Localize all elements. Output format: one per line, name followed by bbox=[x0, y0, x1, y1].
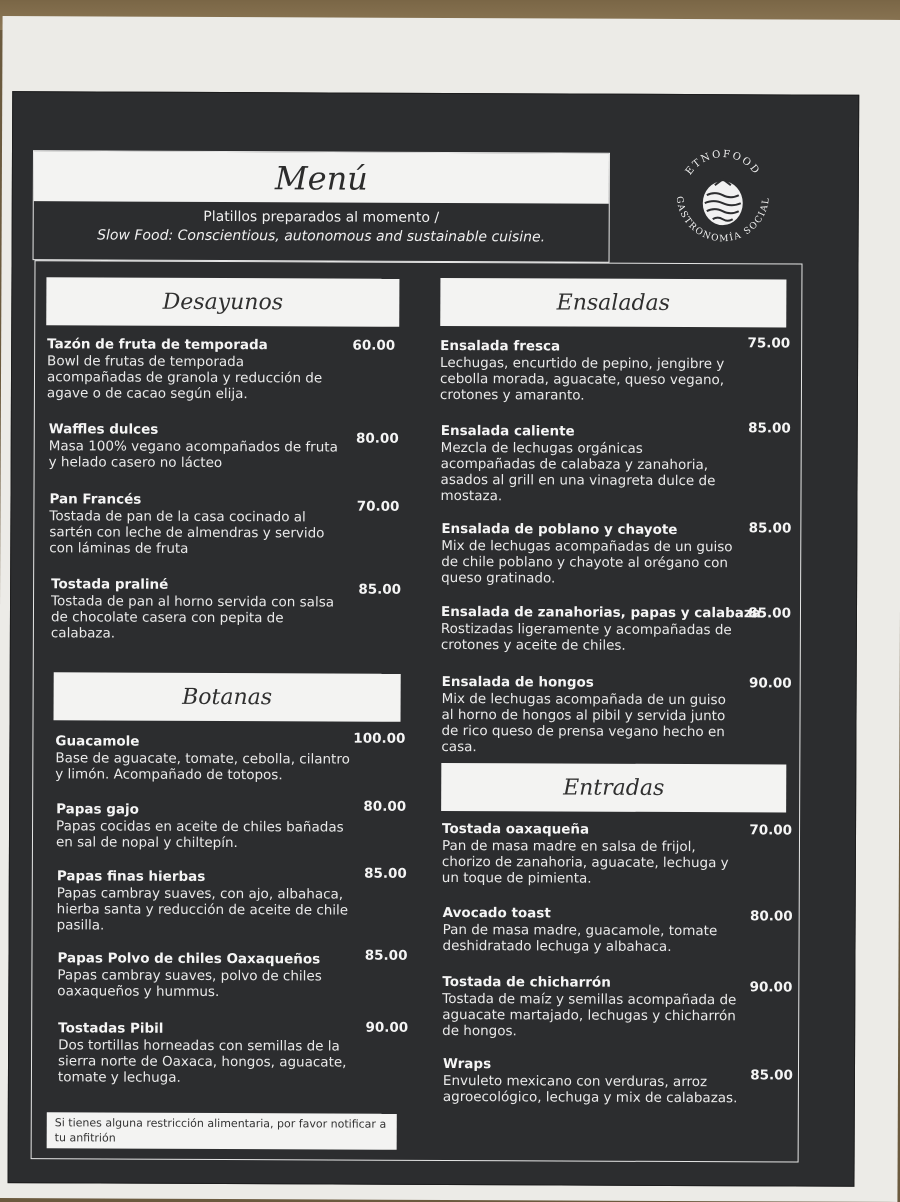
menu-item bbox=[55, 730, 406, 784]
menu-board bbox=[7, 91, 859, 1187]
item-price: 90.00 bbox=[365, 1019, 409, 1036]
menu-item bbox=[49, 491, 399, 558]
menu-item bbox=[51, 576, 401, 643]
menu-item bbox=[57, 947, 408, 1001]
menu-sheet bbox=[0, 16, 900, 1202]
item-description: Lechugas, encurtido de pepino, jengibre y cebolla morada, aguacate, queso vegano, crotones y amaranto. bbox=[439, 354, 725, 404]
item-description: Tostada de maíz y semillas acompañada de aguacate martajado, lechugas y chicharrón de hongos. bbox=[442, 990, 737, 1040]
item-description: Pan de masa madre en salsa de frijol, chorizo de zanahoria, aguacate, lechuga y un toque de pimienta. bbox=[441, 837, 729, 887]
subtitle-line-2: Slow Food: Conscientious, autonomous and sustainable cuisine. bbox=[97, 227, 546, 246]
item-name: Wraps bbox=[442, 1055, 492, 1073]
item-name: Papas gajo bbox=[56, 801, 139, 818]
item-price: 60.00 bbox=[352, 337, 396, 354]
item-name: Tostadas Pibil bbox=[58, 1020, 164, 1037]
menu-item bbox=[55, 798, 407, 852]
item-description: Tostada de pan de la casa cocinado al sartén con leche de almendras y servido con láminas de fruta bbox=[49, 508, 325, 557]
item-price: 85.00 bbox=[748, 520, 792, 537]
item-description: Mix de lechugas acompañadas de un guiso de chile poblano y chayote al orégano con queso gratinado. bbox=[441, 537, 733, 587]
section-title-botanas: Botanas bbox=[54, 672, 401, 722]
item-price: 90.00 bbox=[748, 675, 792, 692]
item-description: Papas cambray suaves, polvo de chiles oaxaqueños y hummus. bbox=[57, 967, 322, 1000]
item-price: 80.00 bbox=[356, 430, 399, 447]
menu-item bbox=[442, 974, 792, 1041]
item-price: 70.00 bbox=[356, 498, 400, 515]
item-name: Ensalada de poblano y chayote bbox=[441, 520, 678, 538]
menu-item bbox=[47, 336, 397, 403]
section-title-entradas: Entradas bbox=[441, 763, 786, 813]
item-price: 85.00 bbox=[748, 420, 791, 437]
item-price: 85.00 bbox=[364, 865, 407, 882]
menu-item bbox=[443, 1056, 793, 1107]
etnofood-shell-logo-icon bbox=[703, 179, 743, 225]
item-price: 85.00 bbox=[750, 1067, 794, 1084]
menu-item bbox=[440, 420, 791, 506]
item-name: Avocado toast bbox=[442, 904, 551, 922]
item-price: 85.00 bbox=[364, 947, 408, 964]
item-name: Tostada oaxaqueña bbox=[442, 820, 590, 838]
item-price: 100.00 bbox=[353, 730, 406, 747]
item-name: Tazón de fruta de temporada bbox=[47, 336, 268, 354]
item-name: Papas finas hierbas bbox=[56, 868, 206, 885]
item-name: Ensalada caliente bbox=[440, 422, 575, 440]
menu-item bbox=[58, 1020, 408, 1087]
item-name: Pan Francés bbox=[49, 491, 142, 508]
menu-title: Menú bbox=[34, 151, 609, 204]
title-box bbox=[33, 150, 610, 263]
item-price: 90.00 bbox=[749, 979, 793, 996]
item-price: 75.00 bbox=[747, 335, 791, 352]
item-name: Waffles dulces bbox=[48, 421, 159, 438]
svg-text:ETNOFOOD bbox=[684, 149, 762, 178]
item-description: Papas cambray suaves, con ajo, albahaca, hierba santa y reducción de aceite de chile pasilla. bbox=[56, 885, 349, 934]
menu-item bbox=[56, 865, 407, 935]
menu-item bbox=[441, 674, 791, 757]
item-description: Base de aguacate, tomate, cebolla, cilantro y limón. Acompañado de totopos. bbox=[55, 750, 350, 784]
dietary-restriction-note: Si tienes alguna restricción alimentaria, por favor notificar a tu anfitrión bbox=[47, 1112, 397, 1150]
item-name: Ensalada fresca bbox=[440, 337, 561, 355]
item-price: 70.00 bbox=[749, 822, 793, 839]
subtitle-line-1: Platillos preparados al momento / bbox=[203, 208, 440, 226]
item-description: Mix de lechugas acompañada de un guiso al horno de hongos al pibil y servida junto de rico queso de prensa vegano hecho en casa. bbox=[441, 690, 726, 756]
menu-subtitle bbox=[34, 207, 609, 248]
item-name: Tostada de chicharrón bbox=[442, 973, 611, 991]
menu-item bbox=[442, 905, 792, 956]
logo-bottom-text: GASTRONOMÍA SOCIAL bbox=[673, 195, 772, 245]
item-name: Ensalada de hongos bbox=[441, 673, 594, 691]
logo-top-text: ETNOFOOD bbox=[683, 148, 763, 178]
item-name: Papas Polvo de chiles Oaxaqueños bbox=[57, 950, 321, 968]
item-price: 80.00 bbox=[363, 798, 407, 815]
menu-item bbox=[439, 335, 791, 405]
item-description: Papas cocidas en aceite de chiles bañadas en sal de nopal y chiltepín. bbox=[55, 818, 344, 852]
item-description: Pan de masa madre, guacamole, tomate deshidratado lechuga y albahaca. bbox=[442, 921, 718, 955]
item-description: Rostizadas ligeramente y acompañadas de crotones y aceite de chiles. bbox=[440, 620, 732, 654]
item-description: Mezcla de lechugas orgánicas acompañadas de calabaza y zanahoria, asados al grill en una vinagreta dulce de mostaza. bbox=[440, 439, 716, 505]
menu-item bbox=[442, 821, 792, 888]
item-price: 85.00 bbox=[358, 581, 402, 598]
item-price: 85.00 bbox=[748, 605, 792, 622]
item-name: Guacamole bbox=[55, 733, 140, 750]
section-title-ensaladas: Ensaladas bbox=[440, 278, 786, 328]
item-description: Bowl de frutas de temporada acompañadas de granola y reducción de agave o de cacao según elija. bbox=[46, 353, 323, 403]
item-description: Envuleto mexicano con verduras, arroz agroecológico, lechuga y mix de calabazas. bbox=[442, 1072, 738, 1107]
item-name: Tostada praliné bbox=[51, 576, 169, 593]
item-price: 80.00 bbox=[749, 908, 793, 925]
menu-item bbox=[49, 421, 399, 472]
section-title-desayunos: Desayunos bbox=[46, 277, 399, 327]
menu-item bbox=[441, 604, 791, 655]
item-description: Tostada de pan al horno servida con salsa de chocolate casera con pepita de calabaza. bbox=[50, 593, 335, 642]
item-description: Masa 100% vegano acompañados de fruta y helado casero no lácteo bbox=[48, 438, 338, 472]
menu-item bbox=[441, 521, 791, 588]
item-description: Dos tortillas horneadas con semillas de la sierra norte de Oaxaca, hongos, aguacate, tomate y lechuga. bbox=[57, 1037, 347, 1086]
etnofood-logo bbox=[663, 135, 784, 256]
item-name: Ensalada de zanahorias, papas y calabaza bbox=[440, 603, 761, 622]
